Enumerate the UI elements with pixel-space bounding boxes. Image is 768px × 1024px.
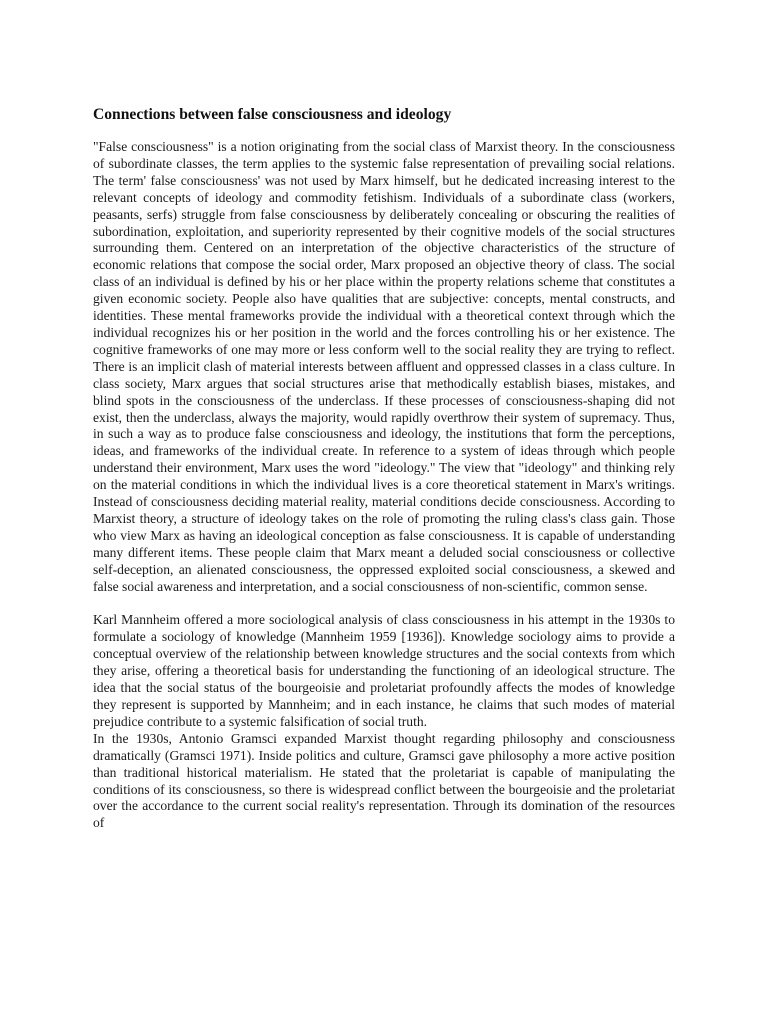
document-title: Connections between false consciousness and ideology bbox=[93, 106, 452, 123]
paragraph-gramsci: In the 1930s, Antonio Gramsci expanded Marxist thought regarding philosophy and consciousness dramatically (Gramsci 1971). Inside politics and culture, Gramsci gave philosophy a more active position than traditional historical materialism. He stated that the proletariat is capable of manipulating the conditions of its consciousness, so there is widespread conflict between the bourgeoisie and the proletariat over the accordance to the current social reality's representation. Through its domination of the resources of bbox=[93, 730, 675, 831]
paragraph-false-consciousness: "False consciousness" is a notion originating from the social class of Marxist theory. In the consciousness of subordinate classes, the term applies to the systemic false representation of prevailing social relations. The term' false consciousness' was not used by Marx himself, but he dedicated increasing interest to the relevant concepts of ideology and commodity fetishism. Individuals of a subordinate class (workers, peasants, serfs) struggle from false consciousness by deliberately concealing or obscuring the realities of subordination, exploitation, and superiority represented by their cognitive models of the social structures surrounding them. Centered on an interpretation of the objective characteristics of the structure of economic relations that compose the social order, Marx proposed an objective theory of class. The social class of an individual is defined by his or her place within the property relations scheme that constitutes a given economic society. People also have qualities that are subjective: concepts, mental constructs, and identities. These mental frameworks provide the individual with a theoretical context through which the individual recognizes his or her position in the world and the forces controlling his or her existence. The cognitive frameworks of one may more or less conform well to the social reality they are trying to reflect. There is an implicit clash of material interests between affluent and oppressed classes in a class culture. In class society, Marx argues that social structures arise that methodically establish biases, mistakes, and blind spots in the consciousness of the underclass. If these processes of consciousness-shaping did not exist, then the underclass, always the majority, would rapidly overthrow their system of supremacy. Thus, in such a way as to produce false consciousness and ideology, the institutions that form the perceptions, ideas, and frameworks of the individual create. In reference to a system of ideas through which people understand their environment, Marx uses the word "ideology." The view that "ideology" and thinking rely on the material conditions in which the individual lives is a core theoretical statement in Marx's writings. Instead of consciousness deciding material reality, material conditions decide consciousness. According to Marxist theory, a structure of ideology takes on the role of promoting the ruling class's class gain. Those who view Marx as having an ideological conception as false consciousness. It is capable of understanding many different items. These people claim that Marx meant a deluded social consciousness or collective self-deception, an alienated consciousness, the oppressed exploited social consciousness, a skewed and false social awareness and interpretation, and a social consciousness of non-scientific, common sense. bbox=[93, 139, 675, 594]
document-page bbox=[93, 100, 675, 832]
paragraph-mannheim: Karl Mannheim offered a more sociological analysis of class consciousness in his attempt in the 1930s to formulate a sociology of knowledge (Mannheim 1959 [1936]). Knowledge sociology aims to provide a conceptual overview of the relationship between knowledge structures and the social contexts from which they arise, offering a theoretical basis for understanding the functioning of an ideological structure. The idea that the social status of the bourgeoisie and proletariat profoundly affects the modes of knowledge they represent is supported by Mannheim; and in each instance, he claims that such modes of material prejudice contribute to a systemic falsification of social truth. bbox=[93, 612, 675, 729]
